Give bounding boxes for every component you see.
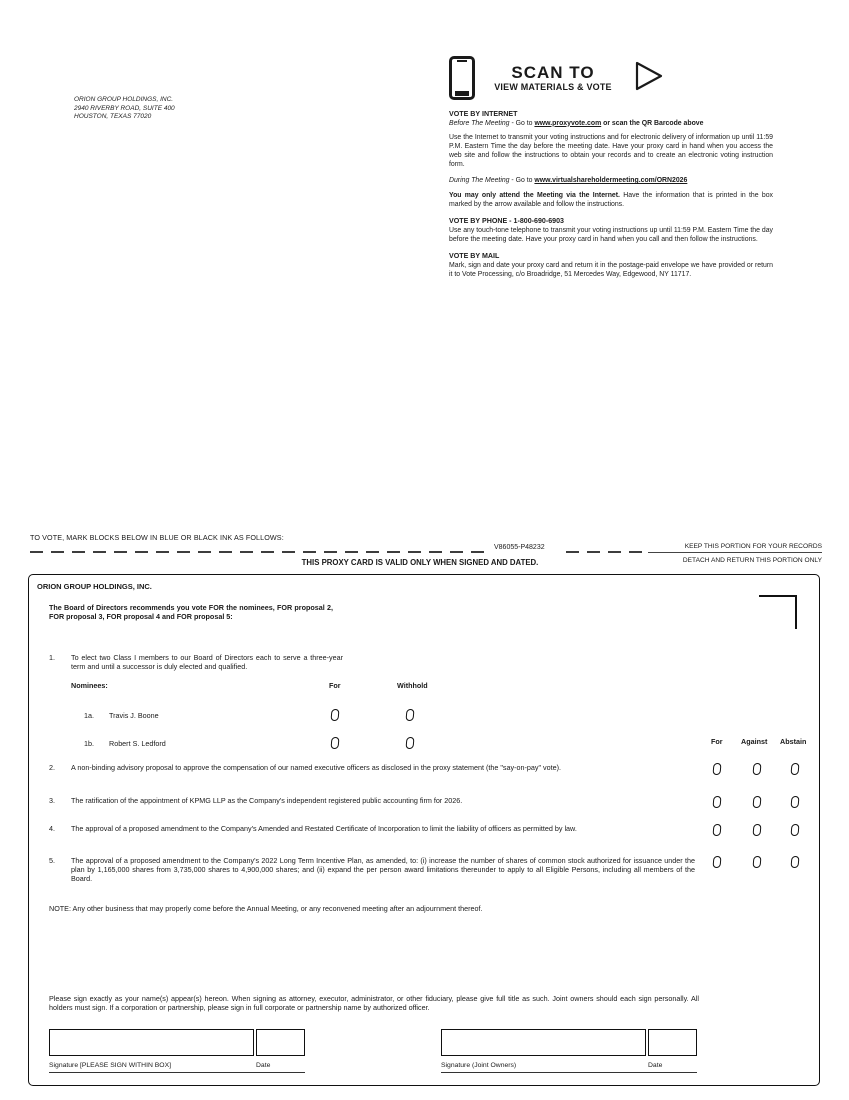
company-name: ORION GROUP HOLDINGS, INC.: [74, 96, 174, 103]
attend-paragraph: [449, 192, 773, 209]
keep-portion-note: KEEP THIS PORTION FOR YOUR RECORDS: [648, 543, 822, 553]
signature-underline-right: [441, 1072, 697, 1073]
proxyvote-link[interactable]: www.proxyvote.com: [534, 119, 602, 127]
arrow-right-icon: [633, 59, 665, 98]
proposal-3-number: 3.: [49, 796, 55, 805]
checkbox-1b-for[interactable]: [330, 737, 339, 749]
before-meeting-suffix: or scan the QR Barcode above: [601, 119, 704, 127]
company-city: HOUSTON, TEXAS 77020: [74, 113, 152, 121]
proposal-2-number: 2.: [49, 763, 55, 772]
checkbox-4-abstain[interactable]: [790, 824, 799, 836]
voting-instructions: [449, 110, 773, 288]
column-header-abstain: Abstain: [780, 737, 807, 746]
signature-underline-left: [49, 1072, 305, 1073]
board-recommendation: The Board of Directors recommends you vote FOR the nominees, FOR proposal 2, FOR proposal 3, FOR proposal 4 and FOR proposal 5:: [49, 603, 333, 621]
mail-paragraph: Mark, sign and date your proxy card and return it in the postage-paid envelope we have provided or return it to Vote Processing, c/o Broadridge, 51 Mercedes Way, Edgewood, NY 11717.: [449, 262, 773, 278]
before-meeting-line: [449, 120, 773, 129]
during-meeting-label: During The Meeting: [449, 177, 510, 185]
proposal-4-text: The approval of a proposed amendment to the Company's Amended and Restated Certificate of Incorporation to limit the liability of officers as permitted by law.: [71, 824, 577, 833]
signing-instructions: Please sign exactly as your name(s) appear(s) hereon. When signing as attorney, executor, administrator, or other fiduciary, please give full title as such. Joint owners should each sign personally. All holders must sign. If a corporation or partnership, please sign in full corporate or partnership name by authorized officer.: [49, 994, 699, 1012]
cut-line-left: [30, 551, 488, 553]
phone-paragraph: Use any touch-tone telephone to transmit your voting instructions up until 11:59 P.M. Eastern Time the day before the meeting date. Have your proxy card in hand when you call and then follow the instructions.: [449, 227, 773, 243]
date-box[interactable]: [256, 1029, 305, 1056]
proposal-3-text: The ratification of the appointment of KPMG LLP as the Company's independent registered public accounting firm for 2026.: [71, 796, 463, 805]
scan-to-subtitle: VIEW MATERIALS & VOTE: [494, 82, 612, 92]
column-header-for: For: [711, 737, 723, 746]
before-meeting-label: Before The Meeting: [449, 119, 510, 127]
signature-joint-label: Signature (Joint Owners): [441, 1062, 517, 1069]
checkbox-1b-withhold[interactable]: [405, 737, 414, 749]
attend-bold: You may only attend the Meeting via the Internet.: [449, 191, 620, 199]
column-header-for-nominees: For: [329, 681, 341, 690]
scan-to-vote-header: [449, 56, 665, 100]
checkbox-5-abstain[interactable]: [790, 856, 799, 868]
column-header-withhold: Withhold: [397, 681, 428, 690]
checkbox-5-against[interactable]: [752, 856, 761, 868]
vote-by-phone-heading: VOTE BY PHONE - 1-800-690-6903: [449, 217, 564, 226]
checkbox-2-for[interactable]: [712, 763, 721, 775]
scan-to-text: [487, 64, 619, 92]
checkbox-1a-withhold[interactable]: [405, 709, 414, 721]
cut-line-right: [566, 551, 648, 553]
nominees-label: Nominees:: [71, 681, 108, 690]
nominee-row-1b: [29, 737, 821, 751]
virtual-meeting-link[interactable]: www.virtualshareholdermeeting.com/ORN2026: [534, 177, 688, 185]
before-meeting-mid: - Go to: [509, 119, 535, 127]
date-joint-box[interactable]: [648, 1029, 697, 1056]
phone-icon: [449, 56, 475, 100]
checkbox-3-abstain[interactable]: [790, 796, 799, 808]
proposal-5-text: The approval of a proposed amendment to the Company's 2022 Long Term Incentive Plan, as amended, to: (i) increase the number of shares of common stock authorized for issuance under the plan by 1,165,000 shares from 3,735,000 shares to 4,900,000 shares; and (ii) expand the per person award limitations thereunder to apply to all Eligible Persons, including all members of the Board.: [71, 856, 695, 883]
control-number: V86055-P48232: [494, 544, 545, 551]
nominee-1b-name: Robert S. Ledford: [109, 739, 166, 748]
proposal-4-number: 4.: [49, 824, 55, 833]
registration-corner-mark: [759, 595, 797, 629]
during-meeting-mid: - Go to: [509, 177, 535, 185]
checkbox-2-abstain[interactable]: [790, 763, 799, 775]
date-joint-label: Date: [648, 1062, 663, 1069]
checkbox-3-for[interactable]: [712, 796, 721, 808]
company-address-block: [74, 96, 175, 122]
during-meeting-line: [449, 177, 773, 186]
checkbox-4-for[interactable]: [712, 824, 721, 836]
detach-return-note: DETACH AND RETURN THIS PORTION ONLY: [682, 557, 822, 564]
valid-when-signed-note: THIS PROXY CARD IS VALID ONLY WHEN SIGNED AND DATED.: [301, 558, 539, 567]
proxy-voting-card: [28, 574, 820, 1086]
nominee-1b-id: 1b.: [84, 739, 94, 748]
vote-by-internet-heading: VOTE BY INTERNET: [449, 110, 518, 118]
signature-box[interactable]: [49, 1029, 254, 1056]
proposal-5-number: 5.: [49, 856, 55, 865]
nominee-1a-name: Travis J. Boone: [109, 711, 159, 720]
checkbox-3-against[interactable]: [752, 796, 761, 808]
vote-by-mail-heading: VOTE BY MAIL: [449, 252, 500, 261]
company-street: 2940 RIVERBY ROAD, SUITE 400: [74, 104, 175, 112]
checkbox-2-against[interactable]: [752, 763, 761, 775]
signature-joint-box[interactable]: [441, 1029, 646, 1056]
proposal-1-number: 1.: [49, 653, 55, 662]
proposal-1-text: To elect two Class I members to our Board of Directors each to serve a three-year term and until a successor is duly elected and qualified.: [71, 653, 343, 671]
checkbox-4-against[interactable]: [752, 824, 761, 836]
scan-to-title: SCAN TO: [511, 63, 595, 82]
date-box-label: Date: [256, 1062, 271, 1069]
column-header-against: Against: [741, 737, 768, 746]
internet-paragraph: Use the Internet to transmit your voting instructions and for electronic delivery of information up until 11:59 P.M. Eastern Time the day before the meeting date. Have your proxy card in hand when you access the web site and follow the instructions to obtain your records and to create an electronic voting instruction form.: [449, 134, 773, 168]
card-company-name: ORION GROUP HOLDINGS, INC.: [37, 582, 152, 591]
proposal-2-text: A non-binding advisory proposal to approve the compensation of our named executive officers as disclosed in the proxy statement (the "say-on-pay" vote).: [71, 763, 561, 772]
signature-box-label: Signature [PLEASE SIGN WITHIN BOX]: [49, 1062, 172, 1069]
other-business-note: NOTE: Any other business that may properly come before the Annual Meeting, or any reconvened meeting after an adjournment thereof.: [49, 904, 483, 913]
checkbox-1a-for[interactable]: [330, 709, 339, 721]
attend-rest: Have the information that is printed in the box marked by the arrow available and follow the instructions.: [449, 191, 773, 208]
mark-blocks-instruction: TO VOTE, MARK BLOCKS BELOW IN BLUE OR BLACK INK AS FOLLOWS:: [30, 533, 284, 542]
nominee-1a-id: 1a.: [84, 711, 94, 720]
checkbox-5-for[interactable]: [712, 856, 721, 868]
nominee-row-1a: [29, 709, 821, 723]
